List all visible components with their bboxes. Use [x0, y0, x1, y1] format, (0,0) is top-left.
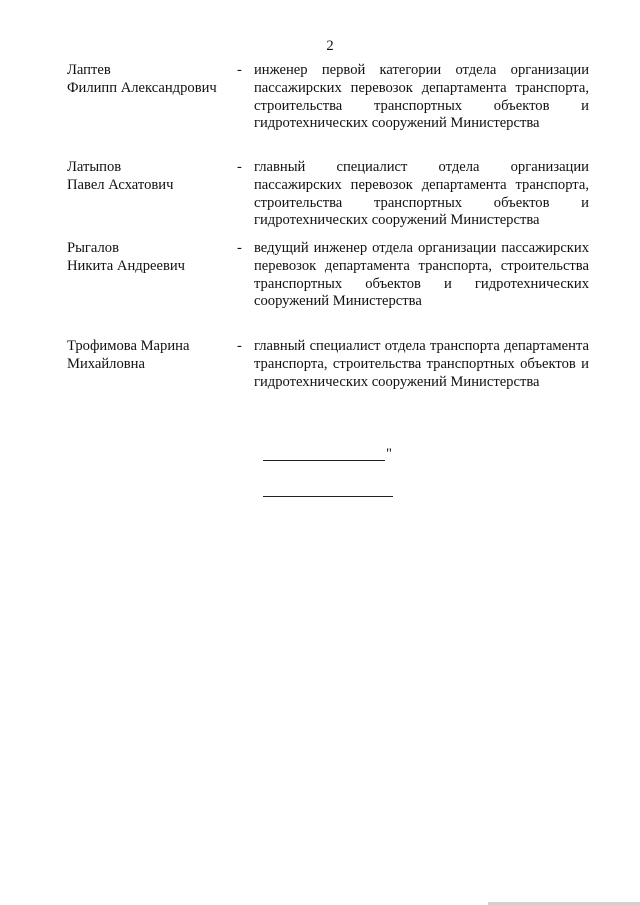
- staff-position: ведущий инженер отдела организации пассажирских перевозок департамента транспорта, строительства транспортных объектов и гидротехнических сооружений Министерства: [254, 240, 589, 310]
- signature-line: [263, 496, 393, 497]
- entry-dash: -: [237, 62, 242, 78]
- staff-given-names: Никита Андреевич: [67, 257, 185, 274]
- staff-surname: Трофимова Марина: [67, 338, 190, 354]
- staff-name: [67, 338, 232, 374]
- entry-dash: -: [237, 338, 242, 354]
- entry-dash: -: [237, 240, 242, 256]
- signature-line: [263, 460, 385, 461]
- staff-surname: Лаптев: [67, 62, 111, 78]
- staff-name: [67, 240, 232, 276]
- staff-surname: Рыгалов: [67, 240, 119, 256]
- staff-given-names: Филипп Александрович: [67, 79, 217, 96]
- staff-given-names: Павел Асхатович: [67, 176, 174, 193]
- staff-position: инженер первой категории отдела организации пассажирских перевозок департамента транспорта, строительства транспортных объектов и гидротехнических сооружений Министерства: [254, 62, 589, 132]
- page-number: 2: [326, 38, 334, 54]
- staff-position: главный специалист отдела организации пассажирских перевозок департамента транспорта, строительства транспортных объектов и гидротехнических сооружений Министерства: [254, 159, 589, 229]
- staff-name: [67, 159, 232, 195]
- staff-name: [67, 62, 232, 98]
- entry-dash: -: [237, 159, 242, 175]
- closing-quote-mark: ": [386, 446, 392, 462]
- staff-surname: Латыпов: [67, 159, 122, 175]
- staff-position: главный специалист отдела транспорта департамента транспорта, строительства транспортных объектов и гидротехнических сооружений Министерства: [254, 338, 589, 390]
- staff-given-names: Михайловна: [67, 355, 145, 372]
